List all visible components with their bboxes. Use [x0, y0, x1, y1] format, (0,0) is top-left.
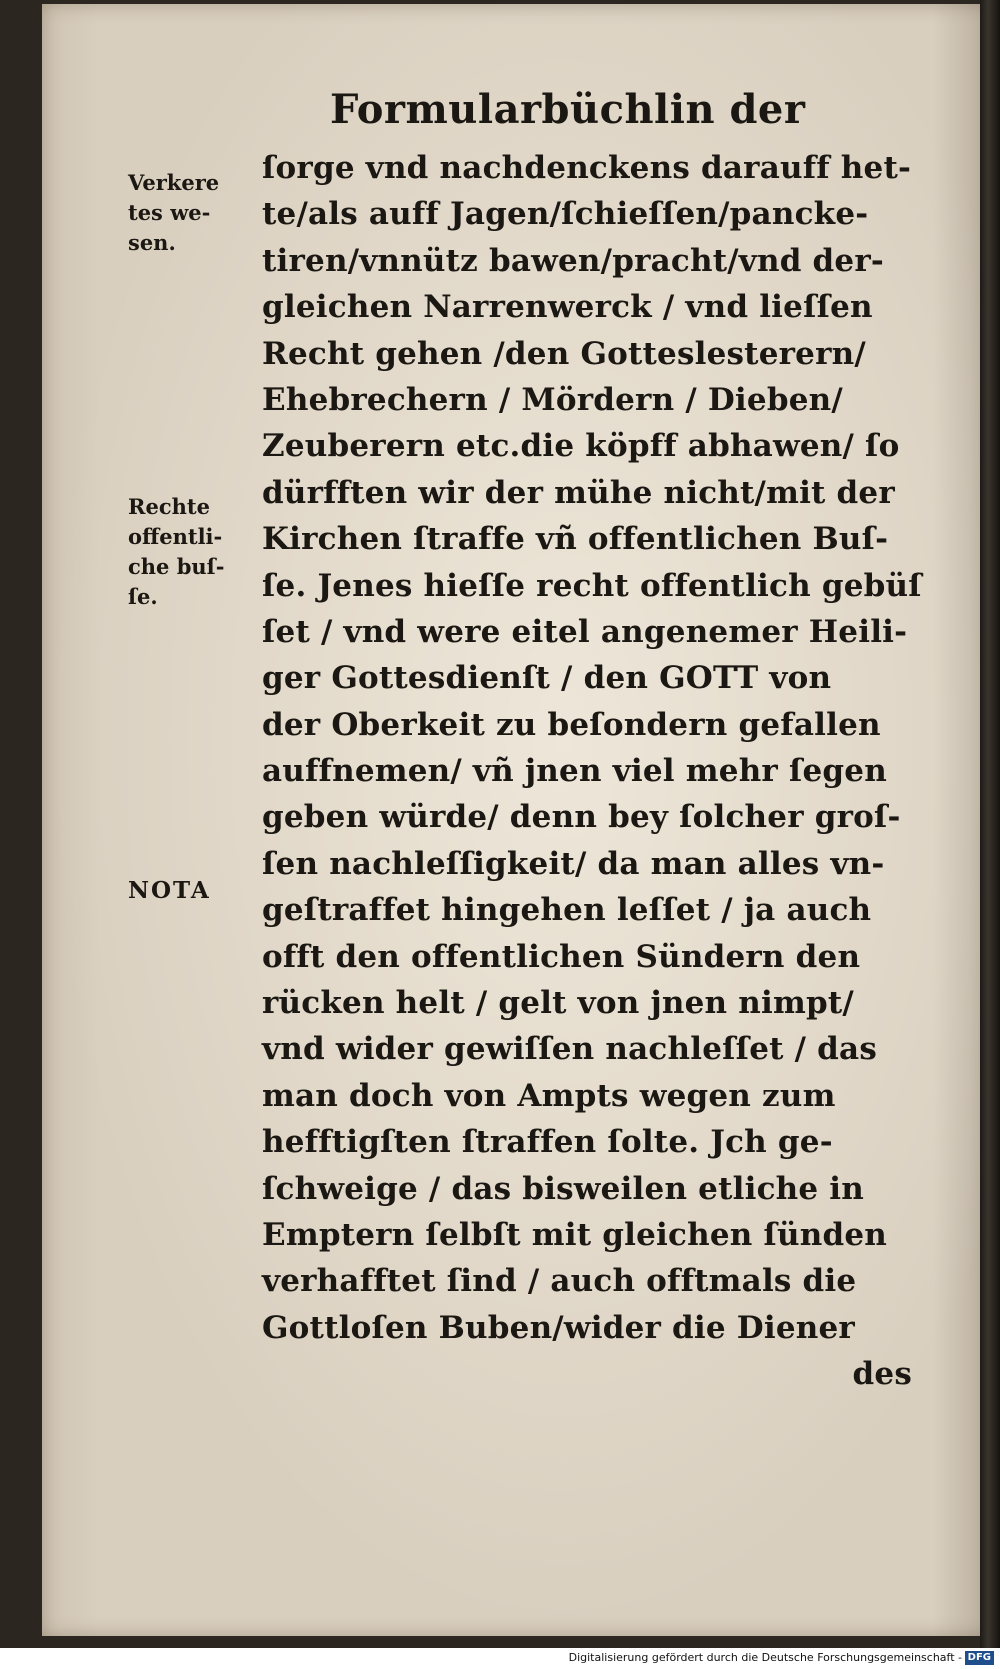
body-text [262, 145, 942, 1398]
marginal-note-nota [128, 876, 260, 906]
running-title: Formularbüchlin der [330, 86, 806, 133]
text-line: verhafftet ſind / auch offtmals die [262, 1263, 857, 1300]
text-line: Kirchen ſtraffe vñ offentlichen Buſ- [262, 521, 889, 558]
marginal-line: Verkere [128, 170, 220, 195]
text-line: te/als auff Jagen/ſchieſſen/pancke- [262, 196, 869, 233]
text-line: Ehebrechern / Mördern / Dieben/ [262, 381, 843, 418]
catchword: des [852, 1356, 912, 1393]
marginal-line: Rechte [128, 494, 210, 519]
text-line: vnd wider gewiſſen nachleſſet / das [262, 1031, 877, 1068]
book-spine [980, 0, 1000, 1648]
marginal-line: NOTA [128, 877, 211, 904]
text-line: ſen nachleſſigkeit/ da man alles vn- [262, 845, 885, 882]
text-line: hefftigſten ſtraffen ſolte. Jch ge- [262, 1124, 833, 1161]
text-line: geben würde/ denn bey ſolcher groſ- [262, 799, 901, 836]
funding-credit: Digitalisierung gefördert durch die Deutsche Forschungsgemeinschaft - [568, 1651, 962, 1664]
marginal-line: ſe. [128, 584, 158, 609]
text-line: gleichen Narrenwerck / vnd lieſſen [262, 289, 873, 326]
text-line: Emptern ſelbſt mit gleichen ſünden [262, 1216, 888, 1253]
text-line: ſorge vnd nachdenckens darauff het- [262, 150, 912, 186]
text-line: geſtraffet hingehen leſſet / ja auch [262, 892, 872, 929]
text-line: tiren/vnnütz bawen/pracht/vnd der- [262, 242, 884, 279]
dfg-logo: DFG [965, 1651, 994, 1665]
text-line: offt den offentlichen Sündern den [262, 938, 861, 975]
text-line: rücken helt / gelt von jnen nimpt/ [262, 985, 854, 1022]
marginal-note-verkeretes-wesen [128, 168, 260, 258]
marginal-line: tes we- [128, 200, 211, 225]
text-line: Recht gehen /den Gotteslesterern/ [262, 335, 866, 372]
text-line: der Oberkeit zu beſondern gefallen [262, 706, 881, 743]
text-line: Zeuberern etc.die köpff abhawen/ ſo [262, 428, 900, 465]
text-line: ſe. Jenes hieſſe recht offentlich gebüſ [262, 567, 922, 604]
marginal-line: sen. [128, 230, 176, 255]
marginal-line: offentli- [128, 524, 223, 549]
text-line: dürfften wir der mühe nicht/mit der [262, 474, 895, 511]
text-line: ger Gottesdienſt / den GOTT von [262, 660, 832, 697]
text-line: man doch von Ampts wegen zum [262, 1077, 836, 1114]
text-line: ſchweige / das bisweilen etliche in [262, 1170, 865, 1207]
text-line: ſet / vnd were eitel angenemer Heili- [262, 613, 908, 650]
marginal-note-rechte-busse [128, 492, 260, 612]
text-line: Gottloſen Buben/wider die Diener [262, 1309, 855, 1346]
marginal-line: che buſ- [128, 554, 225, 579]
text-line: auffnemen/ vñ jnen viel mehr ſegen [262, 753, 887, 790]
